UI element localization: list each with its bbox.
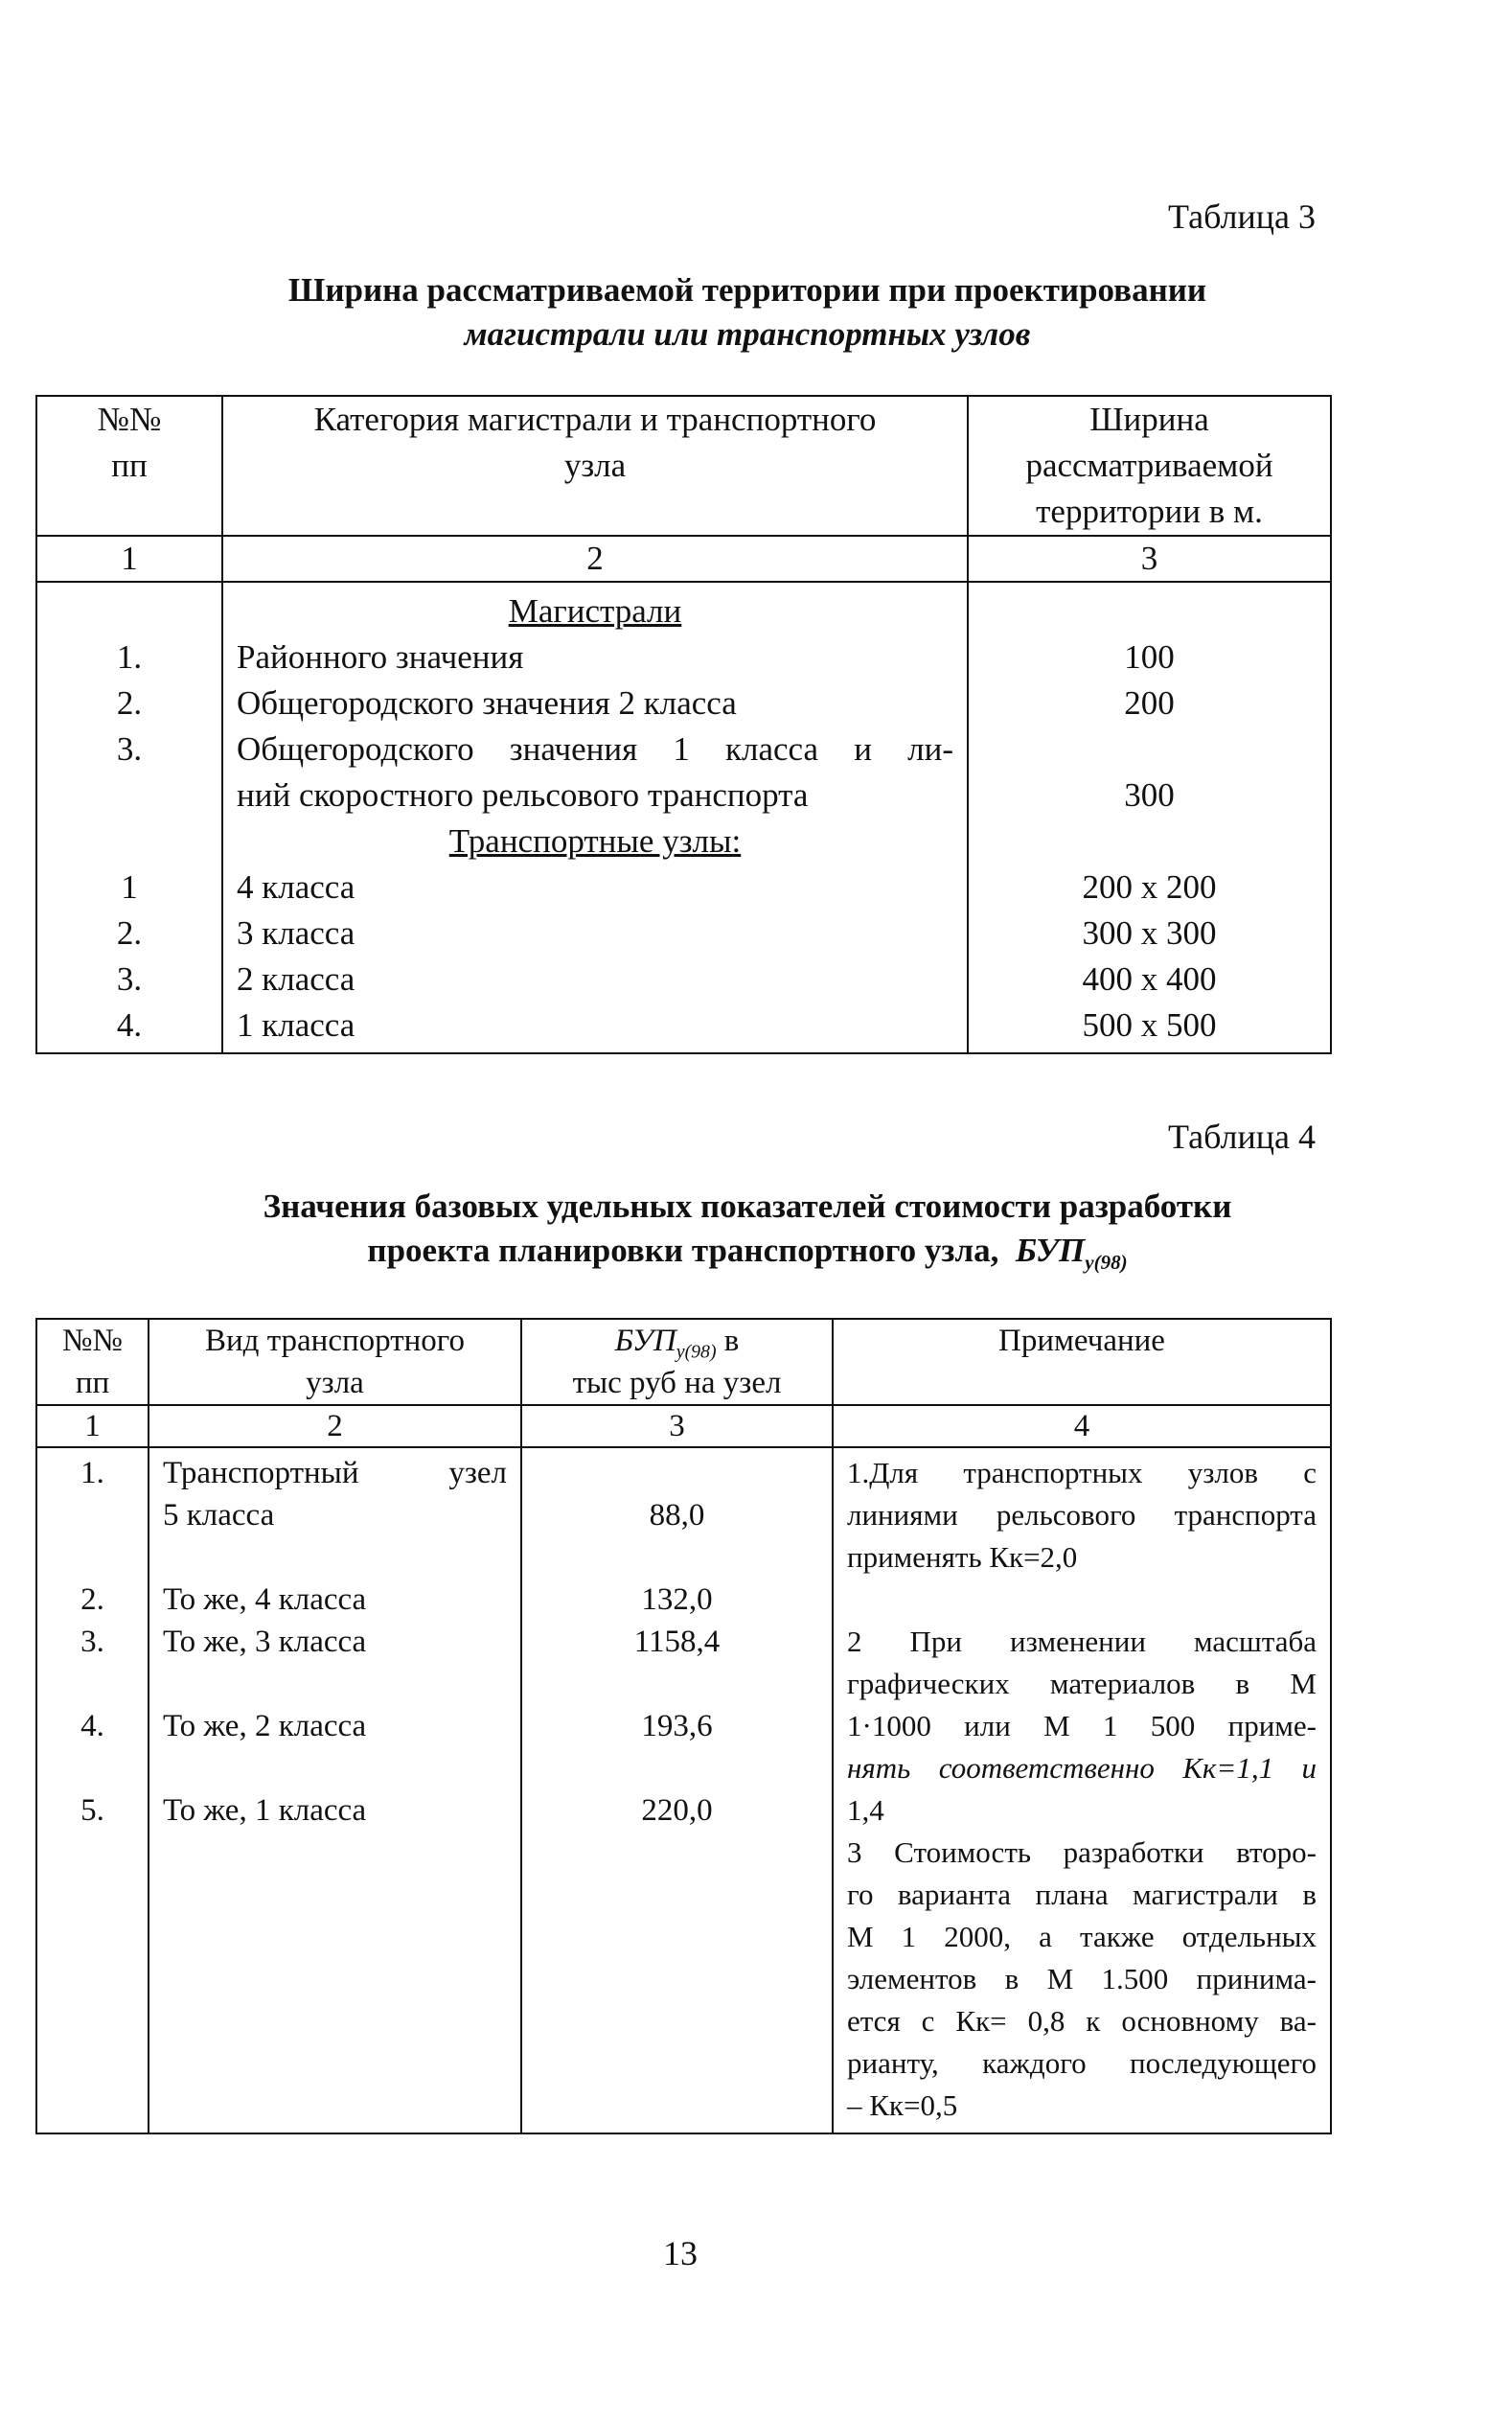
table-cell: 2 класса	[237, 960, 355, 998]
table4-body-values	[521, 1447, 833, 2133]
table4-header-note: Примечание	[833, 1319, 1331, 1405]
table4-body-names	[149, 1447, 521, 2133]
table4-body-row	[36, 1447, 1331, 2133]
table3-colnum: 2	[222, 536, 968, 582]
table3-title-line2: магистрали или транспортных узлов	[464, 315, 1031, 353]
table-cell: 3.	[116, 960, 143, 998]
table-cell: То же, 3 класса	[163, 1625, 367, 1659]
table3-body-row	[36, 582, 1331, 1053]
section-heading-magistrals: Магистрали	[508, 592, 682, 630]
table-cell: 300	[1124, 776, 1175, 814]
table4-header-row	[36, 1319, 1331, 1405]
table-cell: 400 x 400	[1082, 960, 1217, 998]
table4-title-line1: Значения базовых удельных показателей стоимости разработки	[263, 1187, 1232, 1225]
note-line: ется с Кк= 0,8 к основному ва-	[847, 2004, 1317, 2038]
table-cell: 5 класса	[163, 1498, 275, 1533]
note-line: 1,4	[847, 1793, 884, 1827]
table3-title	[153, 268, 1341, 357]
table-cell: 3.	[116, 730, 143, 768]
table-cell: 2.	[116, 684, 143, 722]
note-line: 3 Стоимость разработки второ-	[847, 1835, 1317, 1869]
table4-title	[153, 1185, 1341, 1284]
table4-body-notes	[833, 1447, 1331, 2133]
table-cell: 300 x 300	[1082, 914, 1217, 952]
table4-colnum-row	[36, 1405, 1331, 1447]
table-cell: Общегородского значения 2 класса	[237, 684, 737, 722]
table-cell: Районного значения	[237, 638, 524, 676]
table3-header-num: №№ пп	[36, 396, 222, 536]
table-cell: Транспортный узел	[163, 1456, 507, 1490]
note-line: – Кк=0,5	[847, 2088, 958, 2122]
table4-header-value: $БУП_{у(98)}$ в тыс руб на узел	[521, 1319, 833, 1405]
table3-colnum-row	[36, 536, 1331, 582]
note-line: 1.Для транспортных узлов с	[847, 1456, 1317, 1489]
table3	[35, 395, 1332, 1054]
table4-body-nums	[36, 1447, 149, 2133]
note-line: 2 При изменении масштаба	[847, 1625, 1317, 1658]
table3-colnum: 1	[36, 536, 222, 582]
page-number: 13	[663, 2234, 698, 2272]
table4-header-type: Вид транспортного узла	[149, 1319, 521, 1405]
table3-header-width: Ширина рассматриваемой территории в м.	[968, 396, 1331, 536]
table-cell: 4.	[116, 1006, 143, 1044]
table-cell: 200	[1124, 684, 1175, 722]
table-cell: То же, 2 класса	[163, 1709, 367, 1743]
table-cell: 4 класса	[237, 868, 355, 906]
table4-caption: Таблица 4	[1168, 1118, 1316, 1156]
table4-colnum: 2	[149, 1405, 521, 1447]
note-line: 1·1000 или М 1 500 приме-	[847, 1709, 1317, 1742]
note-line: нять соответственно Кк=1,1 и	[847, 1751, 1317, 1785]
table4-header-num: №№ пп	[36, 1319, 149, 1405]
table-cell: 1.	[116, 638, 143, 676]
table4-colnum: 1	[36, 1405, 149, 1447]
table3-header-category: Категория магистрали и транспортного узла	[222, 396, 968, 536]
table-cell: 1.	[80, 1456, 104, 1490]
table-cell: 4.	[80, 1709, 104, 1743]
table-cell: 1158,4	[633, 1625, 721, 1659]
table-cell: 88,0	[649, 1498, 705, 1533]
table-cell: 200 x 200	[1082, 868, 1217, 906]
table-cell: 2.	[80, 1582, 104, 1617]
table-cell: 5.	[80, 1793, 104, 1828]
note-line: линиями рельсового транспорта	[847, 1498, 1317, 1532]
table3-body-nums	[36, 582, 222, 1053]
table-cell: То же, 1 класса	[163, 1793, 367, 1828]
note-line: применять Кк=2,0	[847, 1540, 1078, 1574]
table-cell: 193,6	[641, 1709, 713, 1743]
table-cell: Общегородского значения 1 класса и ли-	[237, 730, 953, 768]
note-line: рианту, каждого последующего	[847, 2046, 1317, 2080]
note-line: графических материалов в М	[847, 1667, 1317, 1700]
table3-body-widths	[968, 582, 1331, 1053]
table3-header-row	[36, 396, 1331, 536]
note-line: го варианта плана магистрали в	[847, 1878, 1317, 1911]
table4-title-line2: проекта планировки транспортного узла, $БУП_{у(98)}$	[367, 1232, 1128, 1274]
table-cell: 1	[121, 868, 138, 906]
table-cell: 100	[1124, 638, 1175, 676]
table4	[35, 1318, 1332, 2134]
table3-body-names	[222, 582, 968, 1053]
table-cell: 3 класса	[237, 914, 355, 952]
table-cell: ний скоростного рельсового транспорта	[237, 776, 809, 814]
table-cell: 2.	[116, 914, 143, 952]
table3-caption: Таблица 3	[1168, 197, 1316, 236]
table3-title-line1: Ширина рассматриваемой территории при проектировании	[287, 271, 1207, 309]
table-cell: 132,0	[641, 1582, 713, 1617]
table-cell: 3.	[80, 1625, 104, 1659]
table-cell: 220,0	[641, 1793, 713, 1828]
table4-colnum: 4	[833, 1405, 1331, 1447]
table4-colnum: 3	[521, 1405, 833, 1447]
table-cell: 500 x 500	[1082, 1006, 1217, 1044]
section-heading-nodes: Транспортные узлы:	[448, 822, 742, 860]
note-line: М 1 2000, а также отдельных	[847, 1920, 1317, 1953]
table-cell: 1 класса	[237, 1006, 355, 1044]
note-line: элементов в М 1.500 принима-	[847, 1962, 1317, 1995]
table-cell: То же, 4 класса	[163, 1582, 367, 1617]
table3-colnum: 3	[968, 536, 1331, 582]
